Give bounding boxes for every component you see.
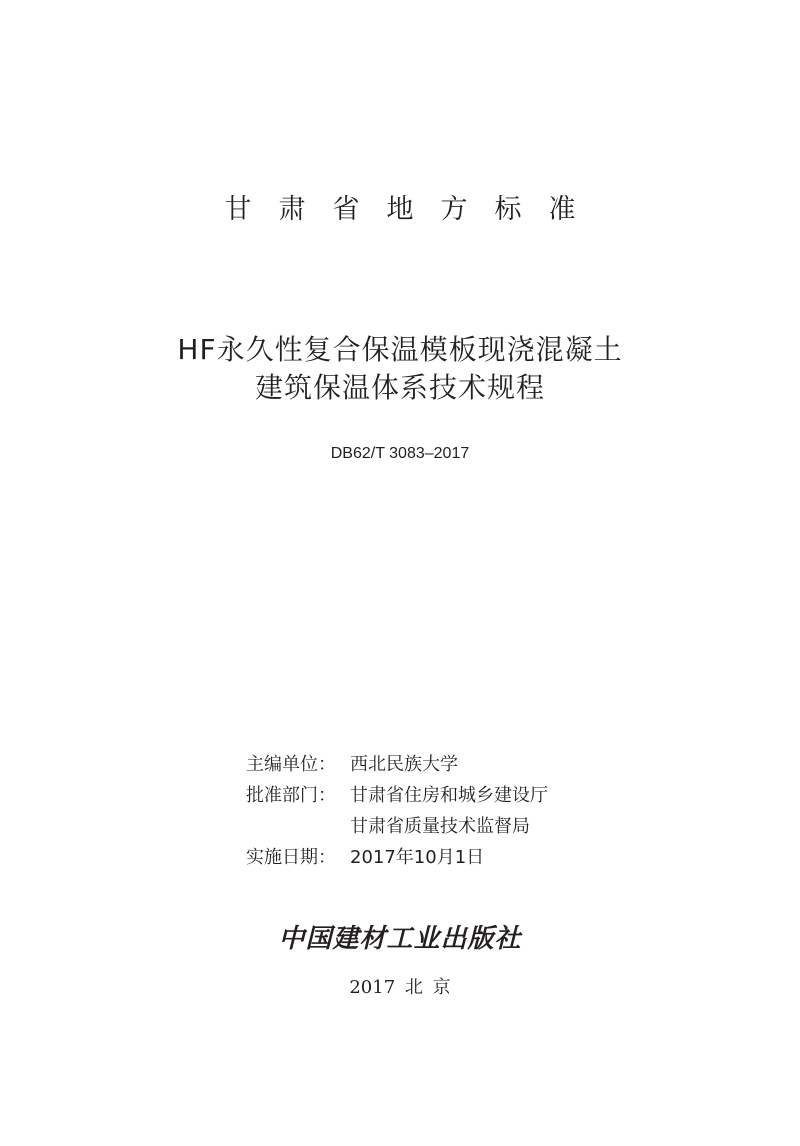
editor-label: 主编单位：: [246, 754, 336, 775]
approver-label-spacer: [246, 811, 350, 842]
imprint-year-place: 2017 北 京: [349, 977, 451, 998]
publication-metadata: [246, 749, 548, 873]
approver-row: [246, 780, 548, 811]
date-row: [246, 842, 548, 873]
date-label: 实施日期：: [246, 847, 336, 868]
approver-label: 批准部门：: [246, 785, 336, 806]
editor-row: [246, 749, 548, 780]
date-value: 2017年10月1日: [350, 847, 485, 868]
approver-row-continued: [246, 811, 548, 842]
document-title-line-1: HF永久性复合保温模板现浇混凝土: [177, 333, 623, 366]
editor-value: 西北民族大学: [350, 754, 458, 775]
approver-value-1: 甘肃省住房和城乡建设厅: [350, 785, 548, 806]
standard-code: DB62/T 3083–2017: [330, 445, 470, 462]
document-title-line-2: 建筑保温体系技术规程: [254, 371, 545, 404]
approver-value-2: 甘肃省质量技术监督局: [350, 816, 530, 837]
publisher-logo-text: 中国建材工业出版社: [278, 924, 522, 954]
series-title: 甘肃省地方标准: [224, 194, 603, 225]
